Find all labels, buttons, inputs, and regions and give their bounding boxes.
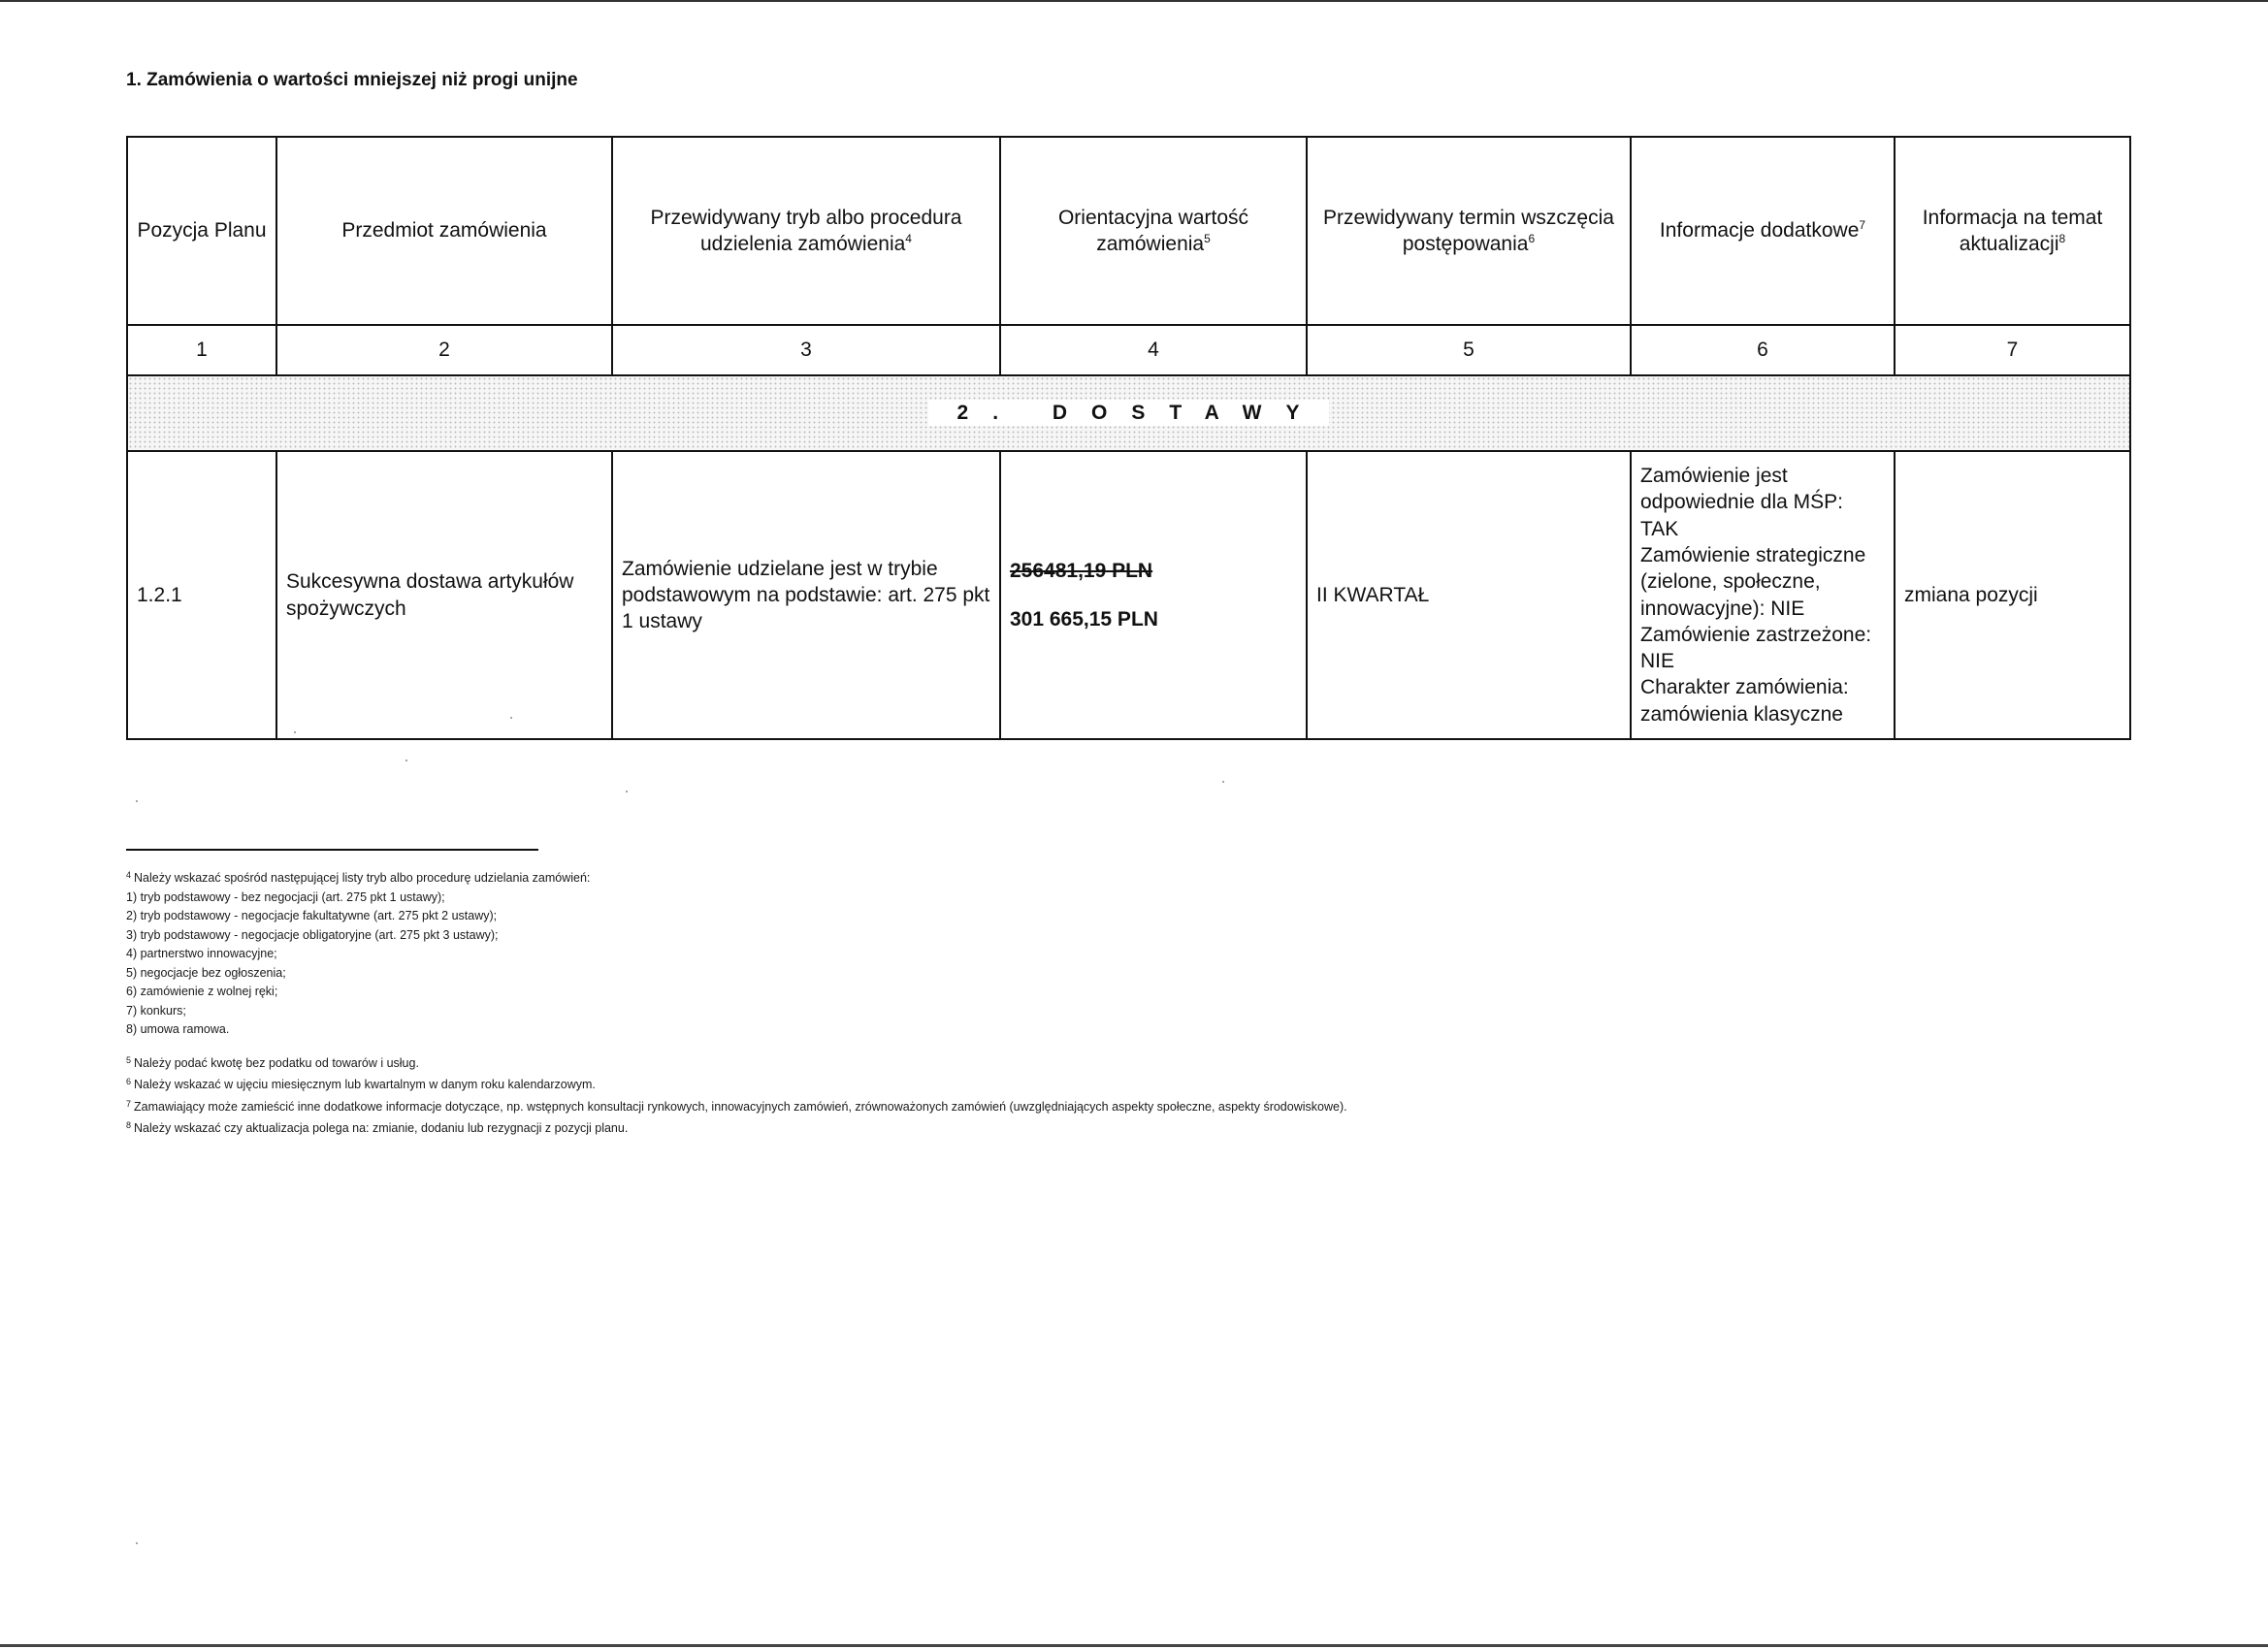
scan-speck [136, 800, 138, 802]
footnote-list-item: 4) partnerstwo innowacyjne; [126, 947, 277, 960]
scan-speck [136, 1542, 138, 1544]
cell-procedure: Zamówienie udzielane jest w trybie podstawowym na podstawie: art. 275 pkt 1 ustawy [612, 451, 1000, 739]
footnote-5 [126, 1051, 1347, 1074]
info-line: Charakter zamówienia: zamówienia klasyczne [1640, 676, 1849, 726]
info-line: Zamówienie jest odpowiednie dla MŚP: TAK [1640, 465, 1843, 540]
footnote-number: 8 [126, 1120, 132, 1130]
section-row [127, 375, 2130, 451]
value-new: 301 665,15 PLN [1010, 607, 1158, 630]
scan-speck [626, 791, 628, 792]
procurement-plan-table [126, 136, 2131, 740]
column-number: 5 [1307, 325, 1631, 375]
footnote-list-item: 2) tryb podstawowy - negocjacje fakultatywne (art. 275 pkt 2 ustawy); [126, 909, 498, 922]
cell-subject: Sukcesywna dostawa artykułów spożywczych [276, 451, 612, 739]
scan-speck [294, 731, 296, 733]
footnote-text: Należy podać kwotę bez podatku od towarów i usług. [134, 1055, 419, 1070]
footnote-list-item: 6) zamówienie z wolnej ręki; [126, 985, 278, 998]
header-cell: Orientacyjna wartość zamówienia$^5$ [1000, 137, 1307, 325]
section-title-cell [127, 375, 2130, 451]
scan-speck [405, 760, 407, 761]
scan-speck [510, 717, 512, 719]
footnote-7 [126, 1095, 1347, 1117]
footnote-list-item: 5) negocjacje bez ogłoszenia; [126, 965, 286, 980]
footnote-list-item: 3) tryb podstawowy - negocjacje obligatoryjne (art. 275 pkt 3 ustawy); [126, 927, 499, 942]
column-number-row [127, 325, 2130, 375]
footnote-number: 5 [126, 1054, 132, 1065]
column-number: 6 [1631, 325, 1895, 375]
footnote-number: 4 [126, 870, 132, 880]
cell-update-info: zmiana pozycji [1895, 451, 2130, 739]
column-number: 3 [612, 325, 1000, 375]
footnotes [126, 866, 1347, 1139]
scan-bottom-edge [0, 1644, 2268, 1647]
cell-position: 1.2.1 [127, 451, 276, 739]
value-old-struck: 256481,19 PLN [1010, 560, 1153, 583]
footnote-number: 6 [126, 1077, 132, 1086]
cell-additional-info [1631, 451, 1895, 739]
footnote-4 [126, 866, 1347, 889]
column-number: 1 [127, 325, 276, 375]
footnote-text: Należy wskazać w ujęciu miesięcznym lub kwartalnym w danym roku kalendarzowym. [134, 1078, 596, 1091]
table-row [127, 451, 2130, 739]
info-line: Zamówienie strategiczne (zielone, społeczne, innowacyjne): NIE [1640, 543, 1866, 620]
footnote-list-item: 1) tryb podstawowy - bez negocjacji (art. 275 pkt 1 ustawy); [126, 889, 445, 904]
table-header-row [127, 137, 2130, 325]
footnote-number: 7 [126, 1098, 132, 1109]
footnote-separator [126, 849, 538, 851]
header-cell: Przewidywany tryb albo procedura udzielenia zamówienia$^4$ [612, 137, 1000, 325]
info-line: Zamówienie zastrzeżone: NIE [1640, 623, 1872, 673]
footnote-list-item: 7) konkurs; [126, 1003, 186, 1018]
footnote-6 [126, 1073, 1347, 1095]
scan-speck [1222, 781, 1224, 783]
header-cell: Informacja na temat aktualizacji$^8$ [1895, 137, 2130, 325]
column-number: 4 [1000, 325, 1307, 375]
section-heading: 1. Zamówienia o wartości mniejszej niż progi unijne [126, 70, 578, 90]
header-cell: Pozycja Planu [127, 137, 276, 325]
section-title: 2. DOSTAWY [928, 400, 1330, 426]
footnote-text: Należy wskazać czy aktualizacja polega na: zmianie, dodaniu lub rezygnacji z pozycji planu. [134, 1121, 629, 1135]
footnote-text: Zamawiający może zamieścić inne dodatkowe informacje dotyczące, np. wstępnych konsultacji rynkowych, innowacyjnych zamówień, zrównoważonych zamówień (uwzględniających aspekty społeczne, aspekty środowiskowe). [134, 1099, 1347, 1114]
scan-top-edge [0, 0, 2268, 2]
footnote-list-item: 8) umowa ramowa. [126, 1022, 230, 1036]
cell-term: II KWARTAŁ [1307, 451, 1631, 739]
column-number: 2 [276, 325, 612, 375]
header-cell: Informacje dodatkowe$^7$ [1631, 137, 1895, 325]
footnote-8 [126, 1116, 1347, 1139]
column-number: 7 [1895, 325, 2130, 375]
header-cell: Przedmiot zamówienia [276, 137, 612, 325]
header-cell: Przewidywany termin wszczęcia postępowania$^6$ [1307, 137, 1631, 325]
cell-value [1000, 451, 1307, 739]
footnote-text: Należy wskazać spośród następującej listy tryb albo procedurę udzielania zamówień: [134, 871, 591, 885]
